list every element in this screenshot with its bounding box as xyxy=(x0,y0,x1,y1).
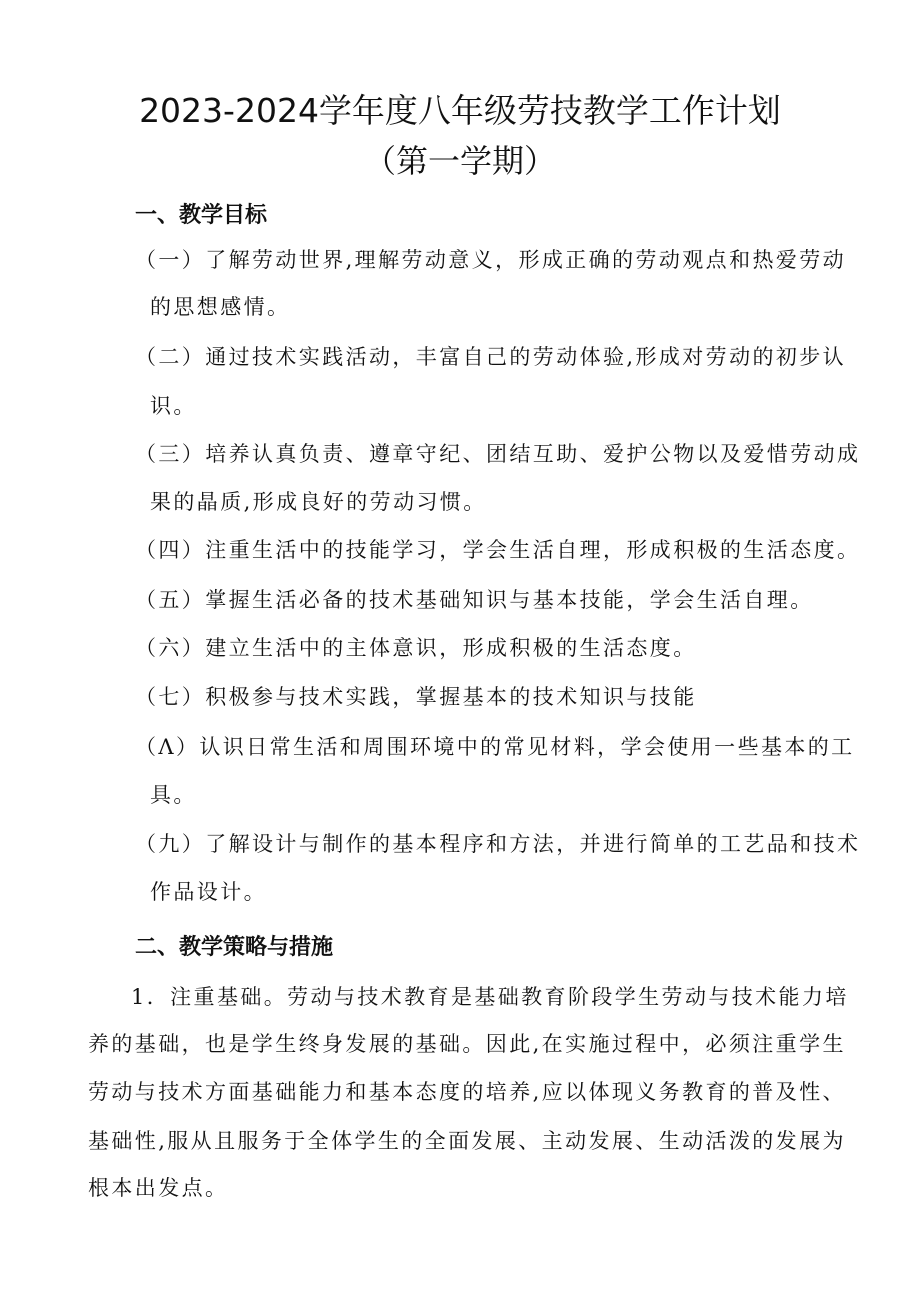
goal-item-9-cont: 作品设计。 xyxy=(150,880,267,904)
goal-item-1: （一）了解劳动世界,理解劳动意义，形成正确的劳动观点和热爱劳动 xyxy=(135,248,847,272)
goal-item-3: （三）培养认真负责、遵章守纪、团结互助、爱护公物以及爱惜劳动成 xyxy=(135,442,861,466)
goal-item-1-cont: 的思想感情。 xyxy=(150,295,291,319)
goal-item-4: （四）注重生活中的技能学习，学会生活自理，形成积极的生活态度。 xyxy=(135,538,861,562)
goal-item-2: （二）通过技术实践活动，丰富自己的劳动体验,形成对劳动的初步认 xyxy=(135,345,847,369)
goal-item-7: （七）积极参与技术实践，掌握基本的技术知识与技能 xyxy=(135,685,697,709)
document-subtitle: （第一学期） xyxy=(363,142,556,180)
goal-item-9: （九）了解设计与制作的基本程序和方法，并进行简单的工艺品和技术 xyxy=(135,832,861,856)
goal-item-6: （六）建立生活中的主体意识，形成积极的生活态度。 xyxy=(135,636,697,660)
goal-item-3-cont: 果的晶质,形成良好的劳动习惯。 xyxy=(150,490,487,514)
paragraph-line-2: 养的基础，也是学生终身发展的基础。因此,在实施过程中，必须注重学生 xyxy=(88,1032,846,1056)
goal-item-5: （五）掌握生活必备的技术基础知识与基本技能，学会生活自理。 xyxy=(135,588,814,612)
goal-item-2-cont: 识。 xyxy=(150,394,197,418)
section-heading-goals: 一、教学目标 xyxy=(135,203,268,228)
section-heading-strategies: 二、教学策略与措施 xyxy=(135,935,334,960)
goal-item-8-cont: 具。 xyxy=(150,783,197,807)
paragraph-line-4: 基础性,服从且服务于全体学生的全面发展、主动发展、生动活泼的发展为 xyxy=(88,1129,846,1153)
paragraph-line-5: 根本出发点。 xyxy=(88,1176,229,1200)
paragraph-line-1: 1．注重基础。劳动与技术教育是基础教育阶段学生劳动与技术能力培 xyxy=(131,985,849,1009)
goal-item-8: （Λ）认识日常生活和周围环境中的常见材料，学会使用一些基本的工 xyxy=(135,735,855,759)
document-title: 2023-2024学年度八年级劳技教学工作计划 xyxy=(139,91,781,130)
paragraph-line-3: 劳动与技术方面基础能力和基本态度的培养,应以体现义务教育的普及性、 xyxy=(88,1080,846,1104)
